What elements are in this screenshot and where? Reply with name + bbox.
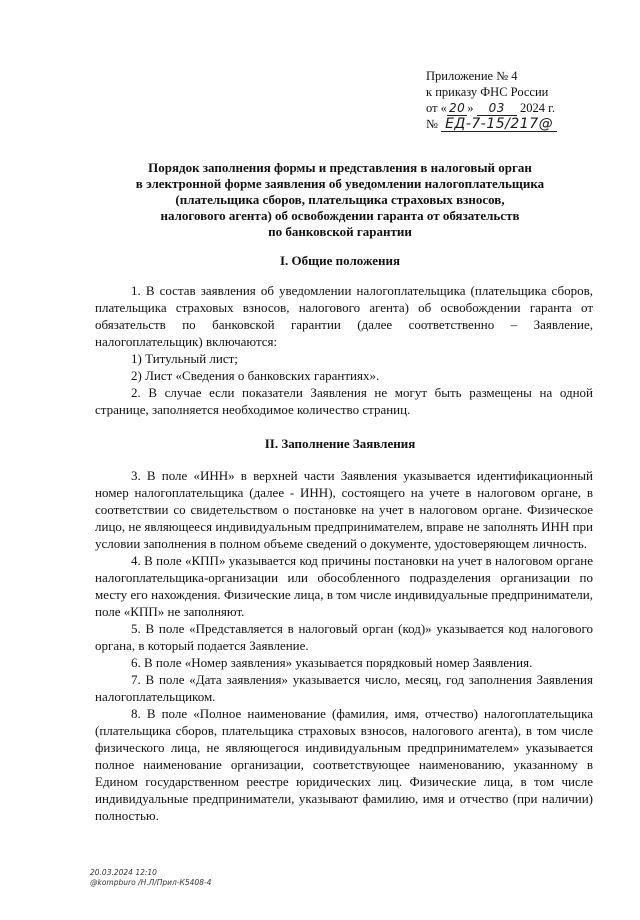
title-line: по банковской гарантии <box>268 224 412 239</box>
appendix-number-value: ЕД-7-15/217@ <box>441 118 557 132</box>
paragraph-8: 8. В поле «Полное наименование (фамилия, имя, отчество) налогоплательщика (плательщика сборов, плательщика страховых взносов, налогового агента), в том числе физического лица, не являющегося индивидуальным предпринимателем» указывается полное наименование организации, соответствующее наименованию, указанному в Едином государственном реестре юридических лиц. Физические лица, в том числе индивидуальные предприниматели, указывают фамилию, имя и отчество (при наличии) полностью. <box>95 706 593 823</box>
paragraph-4: 4. В поле «КПП» указывается код причины постановки на учет в налоговом органе налогоплательщика-организации или обособленного подразделения организации по месту его нахождения. Физические лица, в том числе индивидуальные предприниматели, поле «КПП» не заполняют. <box>95 553 593 619</box>
paragraph-6: 6. В поле «Номер заявления» указывается порядковый номер Заявления. <box>131 655 533 670</box>
footer-stamp <box>90 868 211 888</box>
appendix-number <box>426 116 557 132</box>
list-item-1: 1) Титульный лист; <box>131 351 238 366</box>
footer-line2: @kompburo /Н.Л/Прил-К5408-4 <box>90 878 212 887</box>
section1-heading: I. Общие положения <box>280 253 400 268</box>
section1-body <box>95 282 593 418</box>
list-item-2: 2) Лист «Сведения о банковских гарантиях». <box>131 368 380 383</box>
paragraph-1: 1. В состав заявления об уведомлении налогоплательщика (плательщика сборов, плательщика страховых взносов, налогового агента) об освобождении гаранта от обязательств по банковской гарантии (далее соответственно – Заявление, налогоплательщик) включаются: <box>95 283 593 349</box>
appendix-date-prefix: от « <box>426 101 447 115</box>
appendix-date-day: 20 <box>448 101 466 115</box>
document-title <box>90 160 590 240</box>
appendix-date-year: 2024 г. <box>520 101 555 115</box>
title-line: Порядок заполнения формы и представления в налоговый орган <box>148 160 532 175</box>
title-line: (плательщика сборов, плательщика страховых взносов, <box>175 192 505 207</box>
appendix-line1: Приложение № 4 <box>426 69 518 83</box>
appendix-date-mid: » <box>467 101 474 115</box>
section2-heading: II. Заполнение Заявления <box>264 436 416 451</box>
appendix-date-month: 03 <box>477 102 517 116</box>
paragraph-3: 3. В поле «ИНН» в верхней части Заявления указывается идентификационный номер налогоплательщика (далее - ИНН), состоящего на учете в налоговом органе, в соответствии со свидетельством о постановке на учет в налоговом органе. Физическое лицо, не являющееся индивидуальным предпринимателем, вправе не заполнять ИНН при условии заполнения в полном объеме сведений о документе, удостоверяющем личность. <box>95 468 593 551</box>
title-line: в электронной форме заявления об уведомлении налогоплательщика <box>135 176 545 191</box>
paragraph-5: 5. В поле «Представляется в налоговый орган (код)» указывается код налогового органа, в который подается Заявление. <box>95 621 593 653</box>
paragraph-2: 2. В случае если показатели Заявления не могут быть размещены на одной странице, заполняется необходимое количество страниц. <box>95 385 593 417</box>
paragraph-7: 7. В поле «Дата заявления» указывается число, месяц, год заполнения Заявления налогоплательщиком. <box>95 672 593 704</box>
appendix-date <box>426 100 557 116</box>
footer-line1: 20.03.2024 12:10 <box>90 868 157 877</box>
appendix-number-prefix: № <box>426 117 438 131</box>
appendix-line2: к приказу ФНС России <box>426 85 549 99</box>
appendix-block <box>426 68 557 132</box>
title-line: налогового агента) об освобождении гаранта от обязательств <box>160 208 520 223</box>
section2-body <box>95 467 593 824</box>
